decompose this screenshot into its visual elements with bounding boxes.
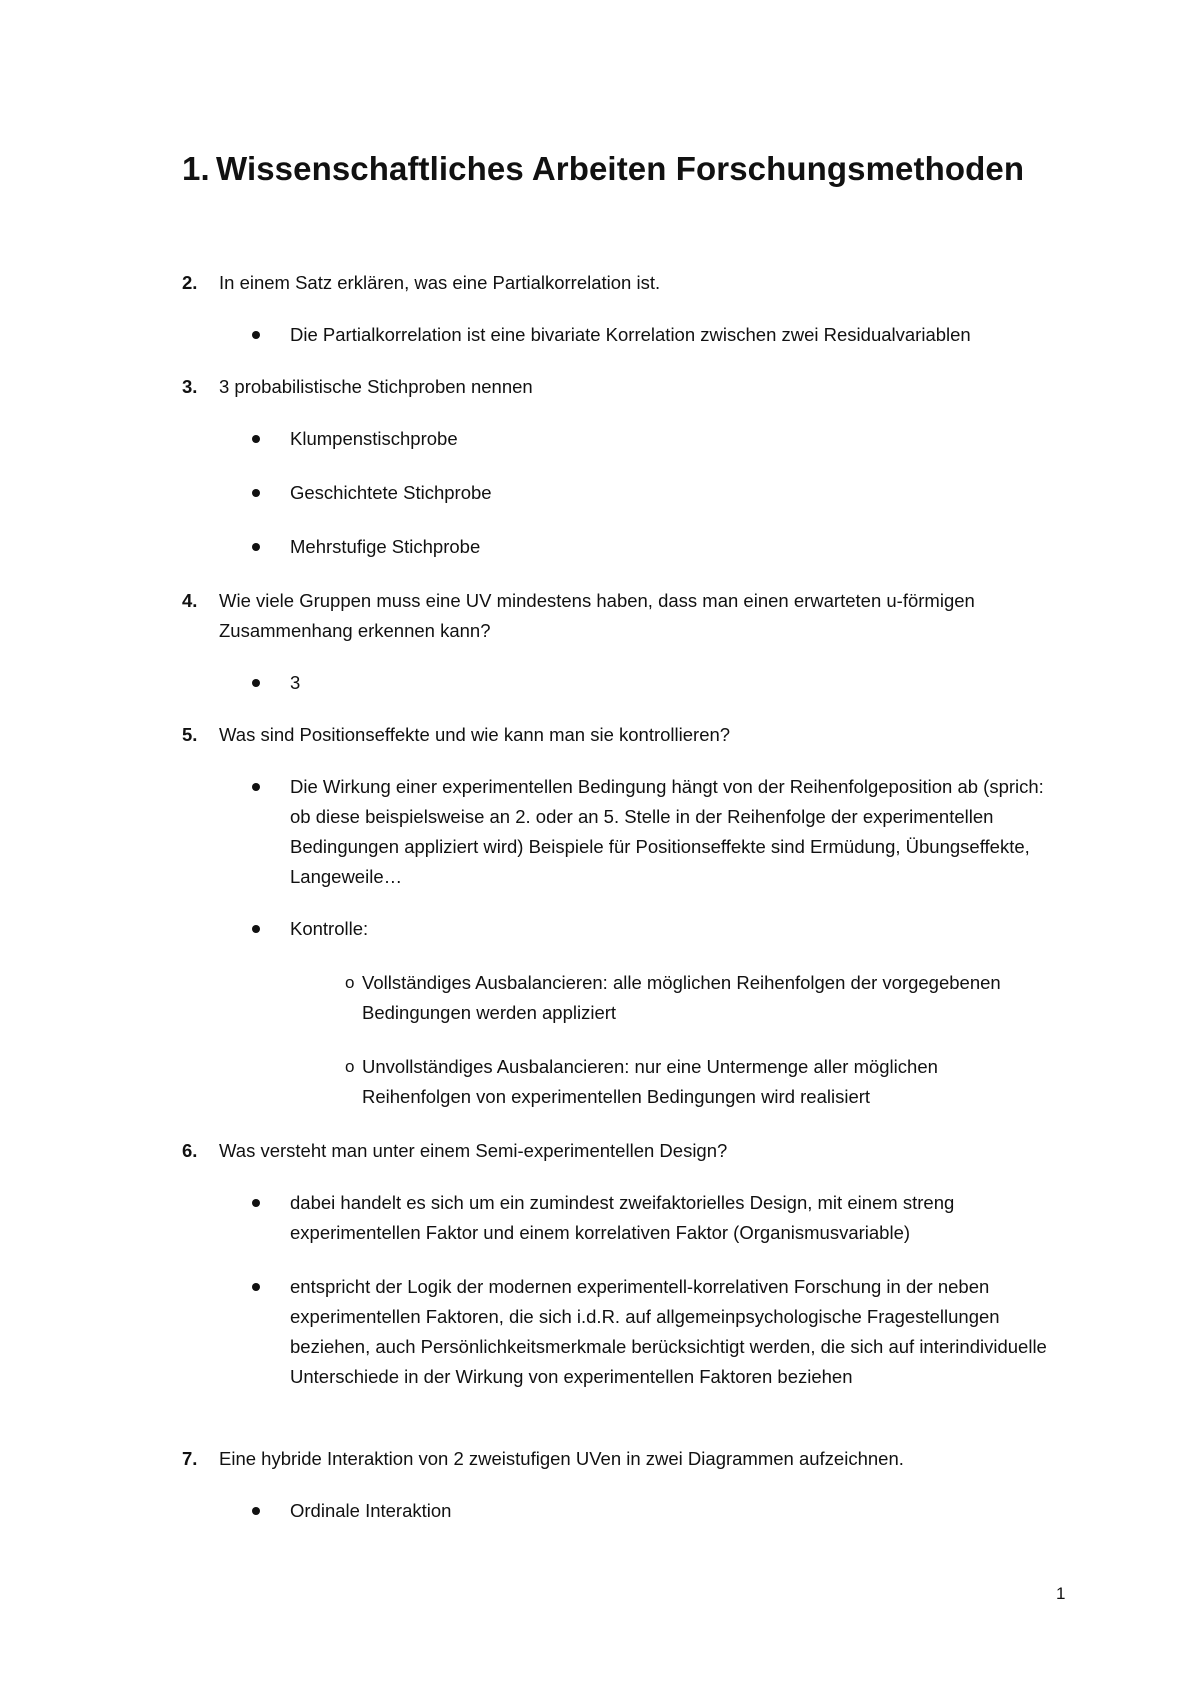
question-3 (182, 372, 1079, 402)
question-5 (182, 720, 1079, 750)
question-number: 6. (182, 1140, 198, 1161)
question-text: Was versteht man unter einem Semi-experimentellen Design? (219, 1140, 728, 1161)
title-text: Wissenschaftliches Arbeiten Forschungsmethoden (216, 150, 1025, 187)
answer-item (252, 478, 1050, 508)
question-2 (182, 268, 1079, 298)
answer-item (252, 320, 1050, 350)
question-number: 7. (182, 1448, 198, 1469)
bullet-icon (252, 331, 260, 339)
question-number: 3. (182, 376, 198, 397)
answer-text: entspricht der Logik der modernen experimentell-korrelativen Forschung in der neben experimentellen Faktoren, die sich i.d.R. auf allgemeinpsychologische Fragestellungen beziehen, auch Persönlichkeitsmerkmale berücksichtigt werden, die sich auf interindividuelle Unterschiede in der Wirkung von experimentellen Faktoren beziehen (290, 1276, 1047, 1387)
answer-text: Kontrolle: (290, 918, 369, 939)
question-text: Wie viele Gruppen muss eine UV mindestens haben, dass man einen erwarteten u-förmigen Zusammenhang erkennen kann? (219, 590, 975, 641)
bullet-icon (252, 1507, 260, 1515)
bullet-icon (252, 1199, 260, 1207)
answer-text: 3 (290, 672, 301, 693)
bullet-icon (252, 543, 260, 551)
question-text: 3 probabilistische Stichproben nennen (219, 376, 533, 397)
sub-answer-text: Vollständiges Ausbalancieren: alle möglichen Reihenfolgen der vorgegebenen Bedingungen werden appliziert (362, 972, 1001, 1023)
bullet-icon (252, 1283, 260, 1291)
answer-text: Die Partialkorrelation ist eine bivariate Korrelation zwischen zwei Residualvariablen (290, 324, 971, 345)
answer-text: Mehrstufige Stichprobe (290, 536, 481, 557)
page-number: 1 (1056, 1584, 1066, 1603)
answer-item (252, 1496, 1050, 1526)
bullet-icon (252, 435, 260, 443)
sub-answer-text: Unvollständiges Ausbalancieren: nur eine Untermenge aller möglichen Reihenfolgen von experimentellen Bedingungen wird realisiert (362, 1056, 938, 1107)
question-text: Was sind Positionseffekte und wie kann man sie kontrollieren? (219, 724, 731, 745)
answer-item (252, 1188, 1010, 1248)
answer-item (252, 668, 1050, 698)
question-4 (182, 586, 1039, 646)
document-title (182, 150, 1024, 188)
bullet-icon (252, 679, 260, 687)
circle-bullet-icon: o (345, 1057, 355, 1076)
answer-item (252, 424, 1050, 454)
answer-text: dabei handelt es sich um ein zumindest zweifaktorielles Design, mit einem streng experimentellen Faktor und einem korrelativen Faktor (Organismusvariable) (290, 1192, 955, 1243)
question-7 (182, 1444, 1079, 1474)
answer-text: Klumpenstischprobe (290, 428, 458, 449)
bullet-icon (252, 489, 260, 497)
bullet-icon (252, 783, 260, 791)
answer-text: Geschichtete Stichprobe (290, 482, 492, 503)
question-number: 5. (182, 724, 198, 745)
answer-text: Ordinale Interaktion (290, 1500, 452, 1521)
circle-bullet-icon: o (345, 973, 355, 992)
answer-item (252, 772, 1050, 892)
question-number: 2. (182, 272, 198, 293)
question-text: In einem Satz erklären, was eine Partialkorrelation ist. (219, 272, 661, 293)
question-text: Eine hybride Interaktion von 2 zweistufigen UVen in zwei Diagrammen aufzeichnen. (219, 1448, 904, 1469)
sub-answer-item (345, 1052, 1002, 1112)
answer-text: Die Wirkung einer experimentellen Bedingung hängt von der Reihenfolgeposition ab (sprich: ob diese beispielsweise an 2. oder an 5. Stelle in der Reihenfolge der experimentellen Bedingungen appliziert wird) Beispiele für Positionseffekte sind Ermüdung, Übungseffekte, Langeweile… (290, 776, 1044, 887)
sub-answer-item (345, 968, 1082, 1028)
answer-item (252, 1272, 1060, 1392)
question-6 (182, 1136, 1079, 1166)
question-number: 4. (182, 590, 198, 611)
answer-item (252, 914, 1050, 944)
answer-item (252, 532, 1050, 562)
bullet-icon (252, 925, 260, 933)
title-number: 1. (182, 150, 210, 187)
